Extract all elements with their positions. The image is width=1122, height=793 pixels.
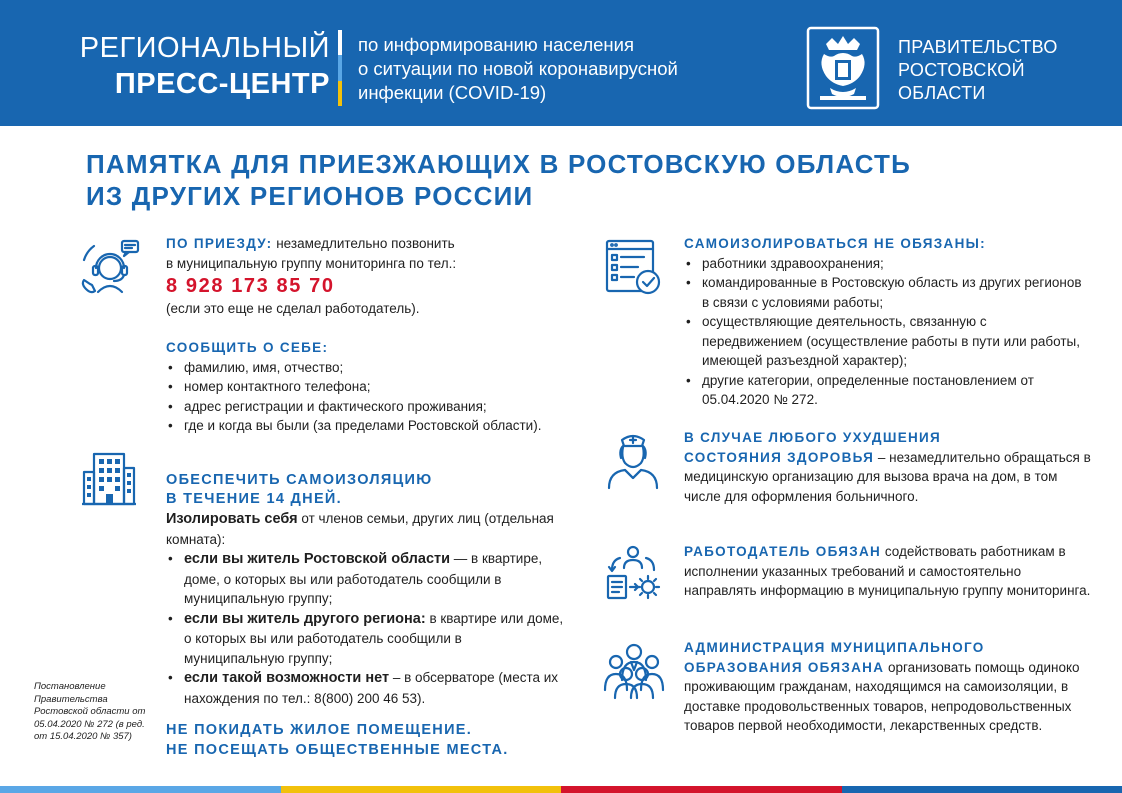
health-text: – незамедлительно обращаться в медицинскую организацию для вызова врача на дом, в том числе для оформления больничного. [684,449,1091,504]
press-center-title-line2: ПРЕСС-ЦЕНТР [114,68,330,100]
arrival-text-3: (если это еще не сделал работодатель). [166,301,420,316]
list-item: • командированные в Ростовскую область из других регионов в связи с условиями работы; [684,273,1084,312]
coat-of-arms-icon [806,26,880,110]
health-section [684,428,1094,506]
list-item: • осуществляющие деятельность, связанную с передвижением (осуществление работы в пути или работы, имеющей разъездной характер); [684,312,1084,371]
bottom-color-bar [0,786,1122,793]
isolation-heading-1: ОБЕСПЕЧИТЬ САМОИЗОЛЯЦИЮ [166,472,433,488]
isolation-intro-bold: Изолировать себя [166,511,298,527]
admin-heading-1: АДМИНИСТРАЦИЯ МУНИЦИПАЛЬНОГО [684,640,985,655]
admin-text: организовать помощь одиноко проживающим гражданам, находящимся на самоизоляции, в доставке продовольственных товаров, непродовольственных товаров первой необходимости, лекарственных средств. [684,659,1080,733]
health-heading-1: В СЛУЧАЕ ЛЮБОГО УХУДШЕНИЯ [684,430,942,445]
list-item: • номер контактного телефона; [166,377,546,397]
list-item: • если вы житель другого региона: в квартире или доме, о которых вы или работодатель сообщили в муниципальную группу; [166,609,566,669]
list-item: • фамилию, имя, отчество; [166,358,546,378]
page-title: ПАМЯТКА ДЛЯ ПРИЕЗЖАЮЩИХ В РОСТОВСКУЮ ОБЛАСТЬ ИЗ ДРУГИХ РЕГИОНОВ РОССИИ [86,149,912,211]
list-item: • если такой возможности нет – в обсерваторе (места их нахождения по тел.: 8(800) 200 46 53). [166,668,566,708]
exempt-heading: САМОИЗОЛИРОВАТЬСЯ НЕ ОБЯЗАНЫ: [684,236,986,251]
group-people-icon [602,640,666,700]
checklist-icon [604,238,662,296]
list-item: • другие категории, определенные постановлением от 05.04.2020 № 272. [684,371,1084,410]
header-banner [0,0,1122,126]
call-center-icon [80,238,142,298]
list-item: • адрес регистрации и фактического проживания; [166,397,546,417]
arrival-text-1: незамедлительно позвонить [272,236,455,251]
isolation-intro-text: от членов семьи, других лиц (отдельная комната): [166,511,554,547]
arrival-text-2: в муниципальную группу мониторинга по тел.: [166,255,457,271]
tricolor-divider [338,30,342,106]
report-heading: СООБЩИТЬ О СЕБЕ: [166,340,329,355]
press-center-subtitle: по информированию населения о ситуации по новой коронавирусной инфекции (COVID-19) [358,34,678,103]
isolation-heading-2: В ТЕЧЕНИЕ 14 ДНЕЙ. [166,491,342,507]
exempt-section [684,234,1084,410]
employer-text: содействовать работникам в исполнении указанных требований и самостоятельно направлять информацию в муниципальную группу мониторинга. [684,544,1091,598]
government-name: ПРАВИТЕЛЬСТВО РОСТОВСКОЙ ОБЛАСТИ [898,37,1058,103]
list-item: • работники здравоохранения; [684,254,1084,274]
arrival-heading: ПО ПРИЕЗДУ: [166,236,273,251]
list-item: • если вы житель Ростовской области — в квартире, доме, о которых вы или работодатель сообщили в муниципальную группу; [166,549,566,609]
admin-heading-2: ОБРАЗОВАНИЯ ОБЯЗАНА [684,659,885,675]
admin-section [684,638,1094,736]
isolation-section [166,471,576,708]
list-item: • где и когда вы были (за пределами Ростовской области). [166,416,546,436]
workflow-gear-icon [604,544,662,602]
arrival-section [166,234,546,319]
employer-heading: РАБОТОДАТЕЛЬ ОБЯЗАН [684,544,882,559]
warning-line-1: НЕ ПОКИДАТЬ ЖИЛОЕ ПОМЕЩЕНИЕ. [166,722,473,738]
nurse-icon [604,428,662,490]
monitoring-phone-number[interactable]: 8 928 173 85 70 [166,275,335,297]
employer-section [684,542,1094,601]
health-heading-2: СОСТОЯНИЯ ЗДОРОВЬЯ [684,449,875,465]
building-icon [80,450,138,508]
warning-section [166,720,586,760]
press-center-title-line1: РЕГИОНАЛЬНЫЙ [79,32,330,64]
footnote: Постановление Правительства Ростовской области от 05.04.2020 № 272 (в ред. от 15.04.2020 № 357) [34,681,146,742]
warning-line-2: НЕ ПОСЕЩАТЬ ОБЩЕСТВЕННЫЕ МЕСТА. [166,742,509,758]
report-section [166,338,546,436]
